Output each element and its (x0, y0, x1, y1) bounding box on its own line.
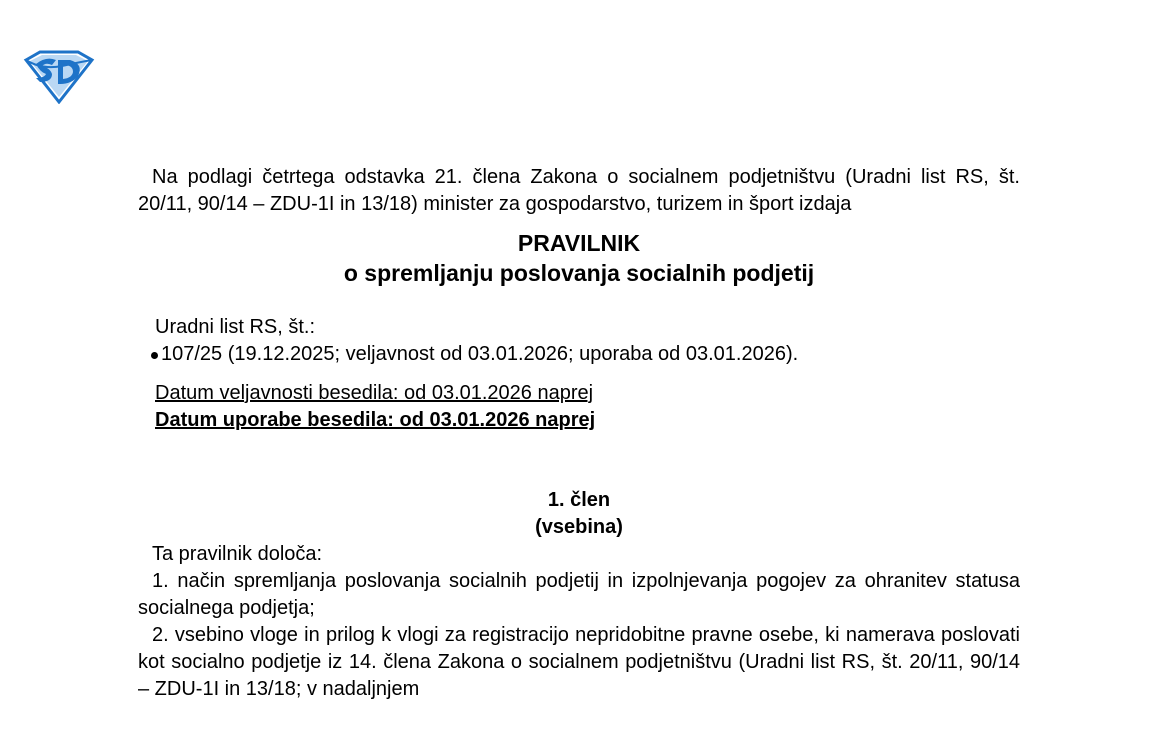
validity-date: Datum veljavnosti besedila: od 03.01.2026 naprej (155, 382, 594, 404)
gazette-block (138, 314, 1020, 368)
article-heading (138, 487, 1020, 541)
dates-block (138, 380, 1020, 434)
application-date: Datum uporabe besedila: od 03.01.2026 naprej (155, 409, 596, 431)
article-intro: Ta pravilnik določa: (152, 543, 323, 565)
document-title (138, 228, 1020, 288)
article-number: 1. člen (547, 489, 611, 511)
title-line-1: PRAVILNIK (517, 230, 641, 256)
shield-logo-icon (22, 48, 96, 104)
article-point-2: 2. vsebino vloge in prilog k vlogi za registracijo nepridobitne pravne osebe, ki namerava poslovati kot socialno podjetje iz 14. člena Zakona o socialnem podjetništvu (Uradni list RS, št. 20/11, 90/14 – ZDU-1I in 13/18; v nadaljnjem (138, 624, 1020, 700)
preamble-text: Na podlagi četrtega odstavka 21. člena Zakona o socialnem podjetništvu (Uradni list RS, št. 20/11, 90/14 – ZDU-1I in 13/18) minister za gospodarstvo, turizem in šport izdaja (138, 166, 1020, 215)
title-line-2: o spremljanju poslovanja socialnih podjetij (343, 260, 815, 286)
gazette-item (151, 341, 1020, 368)
gazette-list (155, 341, 1020, 368)
article-point-1: 1. način spremljanja poslovanja socialnih podjetij in izpolnjevanja pogojev za ohranitev statusa socialnega podjetja; (138, 570, 1020, 619)
document-page (138, 164, 1020, 703)
gazette-label: Uradni list RS, št.: (155, 316, 316, 338)
bullet-icon (151, 352, 158, 359)
gazette-item-text: 107/25 (19.12.2025; veljavnost od 03.01.2026; uporaba od 03.01.2026). (161, 343, 799, 365)
article-subject: (vsebina) (535, 516, 623, 538)
